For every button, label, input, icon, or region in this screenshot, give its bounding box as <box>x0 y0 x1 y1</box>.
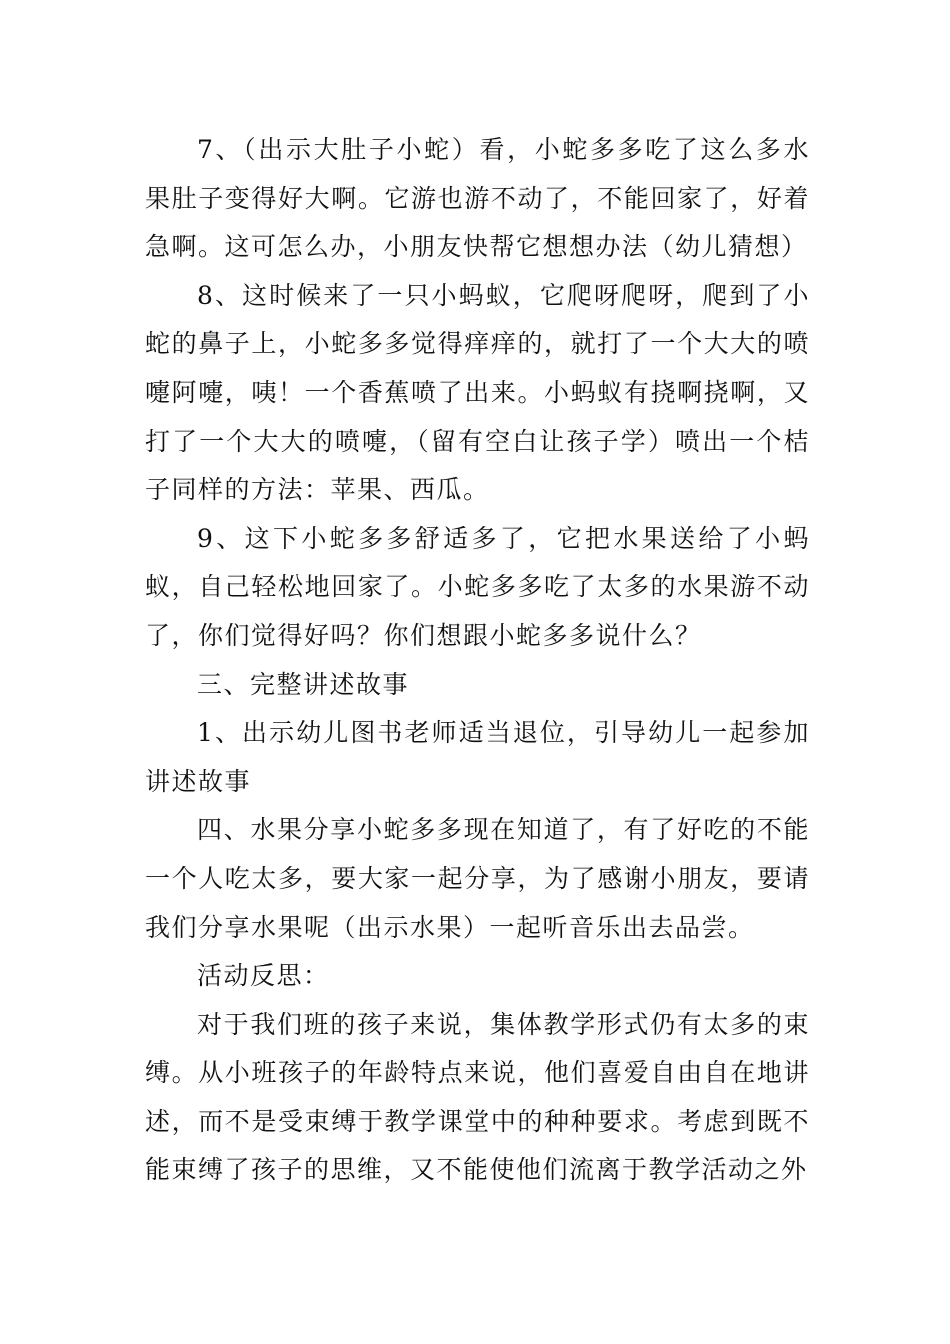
paragraph-retell-1: 1、出示幼儿图书老师适当退位，引导幼儿一起参加讲述故事 <box>145 718 810 796</box>
section-heading-retell: 三、完整讲述故事 <box>197 669 410 699</box>
paragraph-step-7: 7、（出示大肚子小蛇）看，小蛇多多吃了这么多水果肚子变得好大啊。它游也游不动了，不能回家了，好着急啊。这可怎么办，小朋友快帮它想想办法（幼儿猜想） <box>145 135 810 262</box>
section-heading-share: 四、水果分享小蛇多多现在知道了，有了好吃的不能一个人吃太多，要大家一起分享，为了感谢小朋友，要请我们分享水果呢（出示水果）一起听音乐出去品尝。 <box>145 815 810 942</box>
section-heading-reflection: 活动反思： <box>197 961 330 991</box>
paragraph-step-8: 8、这时候来了一只小蚂蚁，它爬呀爬呀，爬到了小蛇的鼻子上，小蛇多多觉得痒痒的，就打了一个大大的喷嚏阿嚏，咦！一个香蕉喷了出来。小蚂蚁有挠啊挠啊，又打了一个大大的喷嚏，（留有空白让孩子学）喷出一个桔子同样的方法：苹果、西瓜。 <box>145 280 810 505</box>
document-body <box>145 126 810 1195</box>
paragraph-step-9: 9、这下小蛇多多舒适多了，它把水果送给了小蚂蚁，自己轻松地回家了。小蛇多多吃了太多的水果游不动了，你们觉得好吗？你们想跟小蛇多多说什么？ <box>145 523 810 650</box>
paragraph-reflection: 对于我们班的孩子来说，集体教学形式仍有太多的束缚。从小班孩子的年龄特点来说，他们喜爱自由自在地讲述，而不是受束缚于教学课堂中的种种要求。考虑到既不能束缚了孩子的思维，又不能使他们流离于教学活动之外 <box>145 1009 810 1185</box>
